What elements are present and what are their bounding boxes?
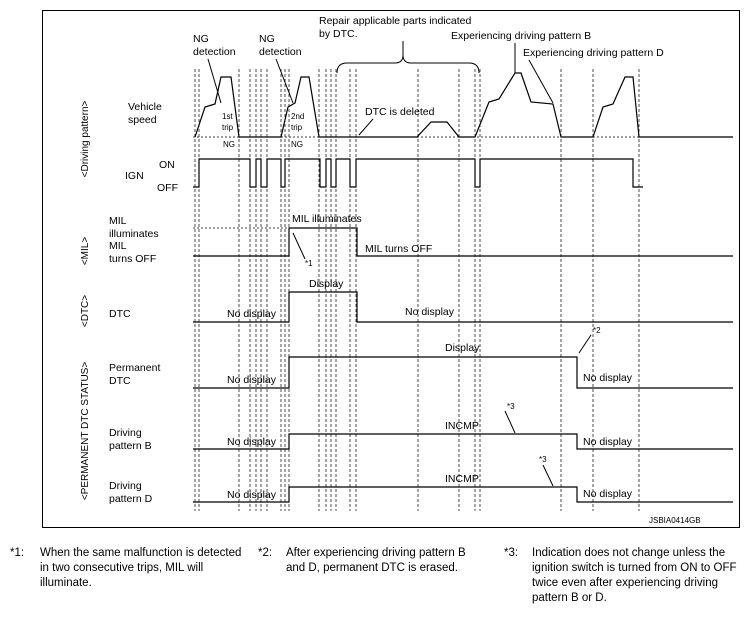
permanent-dtc-state-label: No display [583,372,633,384]
repair-annotation: by DTC. [319,28,358,40]
vehicle-speed-trace [195,73,733,137]
section-label-mil: <MIL> [80,236,91,266]
exp-pattern-b-label: Experiencing driving pattern B [451,30,592,42]
row-label-driving-pattern-d: pattern D [109,493,153,505]
repair-annotation: Repair applicable parts indicated [319,15,472,27]
footnote-marker: *2 [593,326,601,335]
repair-brace [337,55,479,73]
driving-b-state-label: No display [227,436,277,448]
star2-pointer [579,335,591,353]
row-label-vehicle-speed: speed [128,114,157,126]
ng-detection-label: NG [193,33,209,45]
section-label-permanent-dtc-status: <PERMANENT DTC STATUS> [80,361,91,501]
row-label-mil-turns-off: turns OFF [109,253,157,265]
ng-detection-label: detection [259,46,302,58]
driving-b-state-label: INCMP [445,420,479,432]
timing-diagram [43,11,741,529]
footnote-text: When the same malfunction is detected in two consecutive trips, MIL will illuminate. [40,547,242,589]
driving-b-state-label: No display [583,436,633,448]
row-label-mil-turns-off: MIL [109,240,127,252]
dtc-state-label: No display [405,306,455,318]
row-label-ign: IGN [125,170,144,182]
footnote-marker: *1 [305,259,313,268]
section-label-driving-pattern: <Driving pattern> [80,100,91,178]
row-label-permanent-dtc: Permanent [109,362,161,374]
dtc-state-label: No display [227,308,277,320]
footnote-text: After experiencing driving pattern B and D, permanent DTC is erased. [286,547,466,574]
diagram-frame [42,10,740,528]
ng-detection-pointer [208,59,221,103]
trip-label: 1st [222,112,233,121]
star3-pointer [543,465,553,486]
footnote-text: Indication does not change unless the ignition switch is turned from ON to OFF twice even after experiencing driving pattern B or D. [532,547,737,604]
section-label-dtc: <DTC> [80,294,91,328]
permanent-dtc-state-label: No display [227,374,277,386]
footnote-marker: *3 [539,455,547,464]
row-label-mil-illuminates: illuminates [109,228,159,240]
trip-ng-label: NG [291,140,303,149]
exp-pattern-d-label: Experiencing driving pattern D [523,47,664,59]
row-label-vehicle-speed: Vehicle [128,101,162,113]
exp-pattern-d-pointer [529,60,553,103]
footnote-key: *2: [258,547,273,559]
ng-detection-label: detection [193,46,236,58]
dtc-state-label: Display [309,278,344,290]
row-label-mil-illuminates: MIL [109,215,127,227]
row-label-dtc: DTC [109,308,131,320]
star1-pointer [293,233,305,259]
star3-pointer [505,411,515,433]
trip-label: trip [291,123,303,132]
driving-d-state-label: INCMP [445,473,479,485]
ng-detection-label: NG [259,33,275,45]
trip-ng-label: NG [223,140,235,149]
row-label-driving-pattern-d: Driving [109,480,142,492]
ign-trace [193,159,643,187]
permanent-dtc-state-label: Display [445,342,480,354]
ng-detection-pointer [276,59,293,103]
driving-d-state-label: No display [583,488,633,500]
footnote-marker: *3 [507,402,515,411]
mil-illuminates-annotation: MIL illuminates [292,213,362,225]
trip-label: trip [222,123,234,132]
footnote-key: *3: [504,547,519,559]
mil-turns-off-annotation: MIL turns OFF [365,243,433,255]
dtc-deleted-label: DTC is deleted [365,106,435,118]
dtc-deleted-pointer [359,119,373,135]
mil-trace [193,228,733,256]
driving-d-state-label: No display [227,489,277,501]
footnote-key: *1: [10,547,25,559]
figure-id: JSBIA0414GB [649,516,701,525]
row-label-permanent-dtc: DTC [109,375,131,387]
row-label-ign-off: OFF [157,182,178,194]
row-label-driving-pattern-b: Driving [109,427,142,439]
row-label-ign-on: ON [159,159,175,171]
trip-label: 2nd [291,112,305,121]
row-label-driving-pattern-b: pattern B [109,440,152,452]
